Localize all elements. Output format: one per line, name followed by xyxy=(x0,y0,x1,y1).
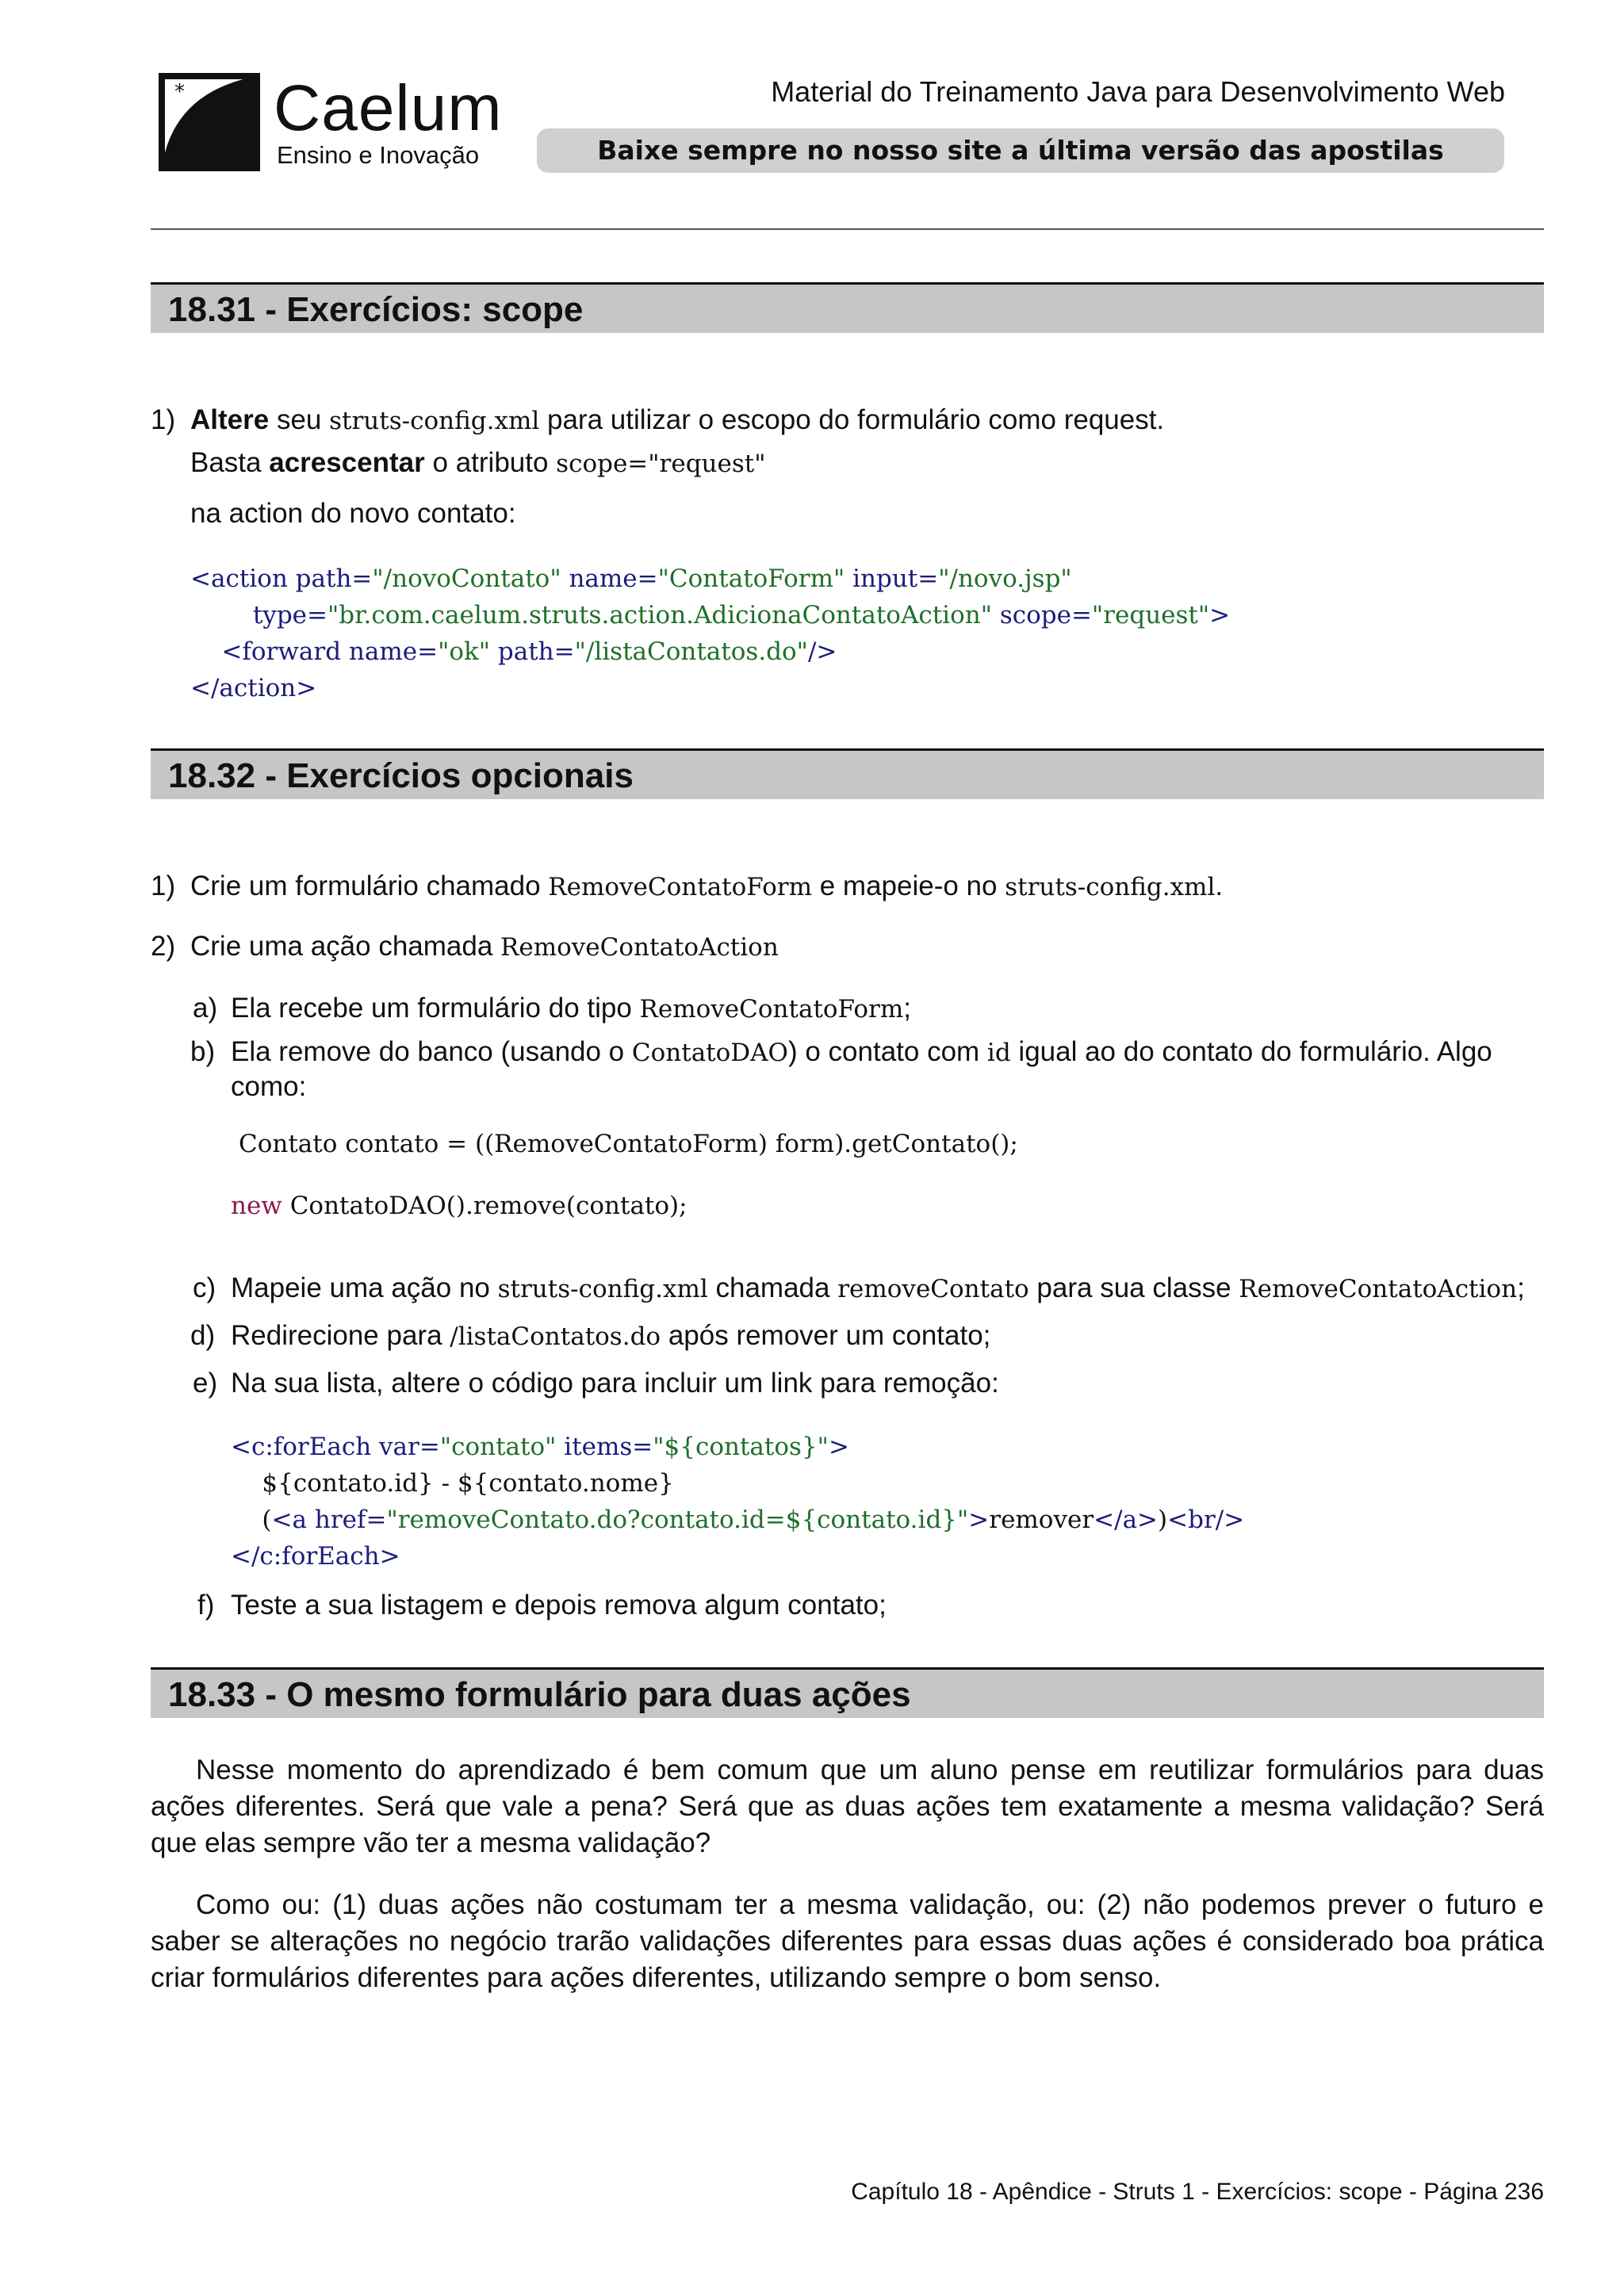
text: Crie uma ação chamada xyxy=(190,931,501,962)
code-token: "/novoContato" xyxy=(372,564,561,593)
code-token: <action xyxy=(190,564,288,593)
inline-code: ContatoDAO xyxy=(631,1039,788,1067)
code-keyword: new xyxy=(231,1192,282,1220)
code-token: "contato" xyxy=(439,1433,557,1461)
code-token: type= xyxy=(252,601,327,629)
s1-item-number: 1) xyxy=(151,404,176,435)
text: e mapeie-o no xyxy=(812,871,1005,901)
code-listing-foreach xyxy=(231,1429,1244,1575)
code-token: > xyxy=(828,1433,849,1461)
s3-paragraph-1: Nesse momento do aprendizado é bem comum que um aluno pense em reutilizar formulários para duas ações diferentes. Será que vale a pena? Será que as duas ações tem exatamente a mesma validação? Será que elas sempre vão ter a mesma validação? xyxy=(151,1755,1544,1858)
inline-code: RemoveContatoAction xyxy=(1239,1275,1518,1303)
section-title: 18.32 - Exercícios opcionais xyxy=(168,756,634,795)
code-token: "ok" xyxy=(438,637,491,666)
code-token: <c:forEach xyxy=(231,1433,372,1461)
code-line-remove xyxy=(231,1188,688,1224)
text: ; xyxy=(1517,1272,1525,1303)
inline-code: RemoveContatoAction xyxy=(500,933,779,962)
code-token: > xyxy=(968,1506,990,1534)
code-token: remover xyxy=(989,1506,1094,1534)
logo-name: Caelum xyxy=(274,72,503,144)
code-token: <br/> xyxy=(1167,1506,1245,1534)
text: Redirecione para xyxy=(231,1320,450,1351)
code-token: ContatoDAO().remove(contato); xyxy=(282,1192,688,1220)
s1-item1-line2 xyxy=(190,446,765,480)
text: ; xyxy=(903,993,911,1024)
section-heading-18-32 xyxy=(151,748,1544,799)
caelum-logo-icon xyxy=(157,68,262,173)
text: seu xyxy=(269,404,330,435)
code-line-get-contato: Contato contato = ((RemoveContatoForm) form).getContato(); xyxy=(239,1130,1018,1158)
text: Ela recebe um formulário do tipo xyxy=(231,993,640,1024)
text: Mapeie uma ação no xyxy=(231,1272,498,1303)
section-title: 18.31 - Exercícios: scope xyxy=(168,290,584,329)
s1-item1-line1 xyxy=(190,403,1164,438)
text: chamada xyxy=(707,1272,838,1303)
svg-text:*: * xyxy=(174,80,185,104)
header-title: Material do Treinamento Java para Desenvolvimento Web xyxy=(771,75,1505,108)
code-token: "/listaContatos.do" xyxy=(574,637,808,666)
code-token: name= xyxy=(341,637,439,666)
code-token: var= xyxy=(371,1433,440,1461)
inline-code: RemoveContatoForm xyxy=(548,873,812,901)
code-token: "removeContato.do?contato.id=${contato.id}" xyxy=(386,1506,969,1534)
code-listing-action xyxy=(190,561,1230,706)
code-token: name= xyxy=(561,564,658,593)
header-divider xyxy=(151,228,1544,230)
code-token: path= xyxy=(490,637,575,666)
text: Crie um formulário chamado xyxy=(190,871,549,901)
section-heading-18-33 xyxy=(151,1667,1544,1718)
text: igual ao do contato do formulário. Algo xyxy=(1010,1036,1492,1067)
logo-tagline: Ensino e Inovação xyxy=(277,141,480,169)
inline-code: removeContato xyxy=(837,1275,1029,1303)
text: para sua classe xyxy=(1028,1272,1239,1303)
code-token: items= xyxy=(556,1433,653,1461)
sub-f-text: Teste a sua listagem e depois remova algum contato; xyxy=(231,1590,887,1621)
s1-item1-line3: na action do novo contato: xyxy=(190,498,516,529)
sub-label-c: c) xyxy=(193,1272,216,1303)
code-token: path= xyxy=(287,564,373,593)
code-token: <a xyxy=(271,1506,307,1534)
code-token: "br.com.caelum.struts.action.AdicionaContatoAction" xyxy=(327,601,992,629)
sub-b-text xyxy=(231,1035,1492,1070)
inline-code: struts-config.xml xyxy=(497,1275,708,1303)
code-token: > xyxy=(1209,601,1231,629)
code-token: "${contatos}" xyxy=(653,1433,829,1461)
code-token: </action> xyxy=(190,674,317,702)
text: Basta xyxy=(190,447,270,478)
sub-e-text: Na sua lista, altere o código para incluir um link para remoção: xyxy=(231,1368,999,1399)
sub-b-line2: como: xyxy=(231,1071,307,1102)
s2-item1-text xyxy=(190,869,1223,904)
s2-item2-number: 2) xyxy=(151,931,176,962)
s2-item2-text xyxy=(190,929,779,964)
code-token: </a> xyxy=(1094,1506,1159,1534)
text: para utilizar o escopo do formulário como request. xyxy=(539,404,1165,435)
sub-label-b: b) xyxy=(190,1036,216,1067)
inline-code: /listaContatos.do xyxy=(450,1322,661,1351)
s3-paragraph-2: Como ou: (1) duas ações não costumam ter a mesma validação, ou: (2) não podemos prever o futuro e saber se alterações no negócio trarão validações diferentes para essas duas ações é considerado boa prática criar formulários diferentes para ações diferentes, utilizando sempre o bom senso. xyxy=(151,1889,1544,1993)
section-title: 18.33 - O mesmo formulário para duas ações xyxy=(168,1675,911,1714)
inline-code: RemoveContatoForm xyxy=(639,995,904,1024)
code-token: </c:forEach> xyxy=(231,1542,400,1571)
text: ) o contato com xyxy=(787,1036,987,1067)
code-token: ) xyxy=(1158,1506,1168,1534)
inline-code: struts-config.xml xyxy=(1005,873,1216,901)
inline-code: struts-config.xml xyxy=(329,407,540,435)
section-heading-18-31 xyxy=(151,282,1544,333)
code-token: input= xyxy=(845,564,939,593)
text: após remover um contato; xyxy=(661,1320,991,1351)
sub-d-text xyxy=(231,1318,990,1353)
inline-code: scope="request" xyxy=(556,450,766,478)
code-token: /> xyxy=(807,637,837,666)
code-token: "ContatoForm" xyxy=(657,564,845,593)
sub-label-d: d) xyxy=(190,1320,216,1351)
sub-c-text xyxy=(231,1271,1525,1306)
bold-text: acrescentar xyxy=(269,447,425,478)
sub-label-a: a) xyxy=(193,993,218,1024)
inline-code: id xyxy=(986,1039,1011,1067)
text: Ela remove do banco (usando o xyxy=(231,1036,632,1067)
download-banner[interactable]: Baixe sempre no nosso site a última versão das apostilas xyxy=(537,128,1504,173)
sub-label-f: f) xyxy=(197,1590,215,1621)
code-token: href= xyxy=(307,1506,387,1534)
code-token: "/novo.jsp" xyxy=(938,564,1072,593)
text: . xyxy=(1215,871,1224,901)
code-token: "request" xyxy=(1091,601,1210,629)
sub-label-e: e) xyxy=(193,1368,218,1399)
s2-item1-number: 1) xyxy=(151,871,176,901)
code-token: ( xyxy=(262,1506,272,1534)
sub-a-text xyxy=(231,991,911,1026)
s1-bold-altere: Altere xyxy=(190,404,270,435)
page-footer: Capítulo 18 - Apêndice - Struts 1 - Exercícios: scope - Página 236 xyxy=(851,2179,1544,2205)
code-token: <forward xyxy=(221,637,342,666)
code-token: scope= xyxy=(991,601,1092,629)
text: o atributo xyxy=(424,447,557,478)
code-token: ${contato.id} - ${contato.nome} xyxy=(262,1469,674,1498)
